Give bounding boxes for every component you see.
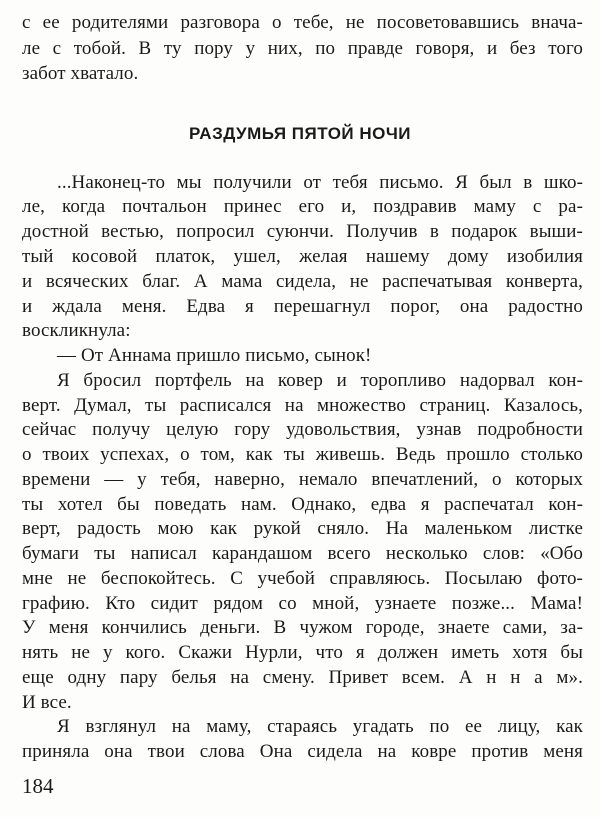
text-line: и ждала меня. Едва я перешагнул порог, она радостно <box>22 296 583 317</box>
text-line: мне не беспокойтесь. С учебой справляюсь. Посылаю фото- <box>22 568 583 589</box>
text-line: воскликнула: <box>22 320 131 341</box>
text-line: бумаги ты написал карандашом всего несколько слов: «Обо <box>22 543 583 564</box>
text-line: верт. Думал, ты расписался на множество страниц. Казалось, <box>22 395 583 416</box>
text-line: сейчас получу целую гору удовольствия, узнав подробности <box>22 419 583 440</box>
text-line: верт, радость мою как рукой сняло. На маленьком листке <box>22 518 583 539</box>
text-line: ле, когда почтальон принес его и, поздравив маму с ра- <box>22 196 583 217</box>
text-line: о твоих успехах, о том, как ты живешь. Ведь прошло столько <box>22 444 583 465</box>
text-line: ты хотел бы поведать нам. Однако, едва я распечатал кон- <box>22 494 583 515</box>
text-line: и всяческих благ. А мама сидела, не распечатывая конверта, <box>22 271 583 292</box>
chapter-heading: РАЗДУМЬЯ ПЯТОЙ НОЧИ <box>188 124 412 143</box>
text-line: тый косовой платок, ушел, желая нашему дому изобилия <box>22 246 583 267</box>
text-line: ле с тобой. В ту пору у них, по правде говоря, и без того <box>22 38 583 59</box>
text-line: Я бросил портфель на ковер и торопливо надорвал кон- <box>57 370 583 391</box>
text-line: еще одну пару белья на смену. Привет всем. А н н а м». <box>22 667 583 688</box>
text-line: У меня кончились деньги. В чужом городе, знаете сами, за- <box>22 617 583 638</box>
text-line: ...Наконец-то мы получили от тебя письмо. Я был в шко- <box>57 172 583 193</box>
text-line: достной вестью, попросил суюнчи. Получив в подарок выши- <box>22 221 583 242</box>
text-line: нять не у кого. Скажи Нурли, что я должен иметь хотя бы <box>22 642 583 663</box>
text-line: времени — у тебя, наверно, немало впечатлений, о которых <box>22 469 583 490</box>
text-line: И все. <box>22 692 72 713</box>
text-line: Я взглянул на маму, стараясь угадать по ее лицу, как <box>57 716 583 737</box>
text-line: забот хватало. <box>22 63 139 84</box>
page-number: 184 <box>22 774 54 798</box>
text-line: приняла она твои слова Она сидела на ковре против меня <box>22 741 583 762</box>
text-line: — От Аннама пришло письмо, сынок! <box>57 345 372 366</box>
text-line: графию. Кто сидит рядом со мной, узнаете позже... Мама! <box>22 593 583 614</box>
text-line: с ее родителями разговора о тебе, не посоветовавшись внача- <box>22 12 583 33</box>
